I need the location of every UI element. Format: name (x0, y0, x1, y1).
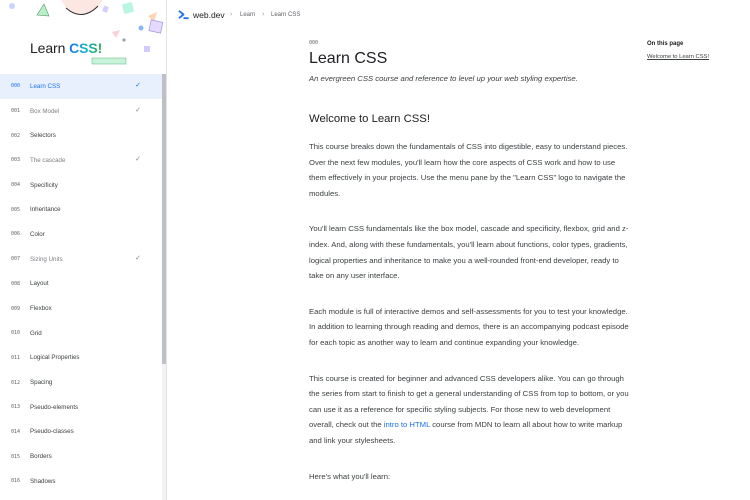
module-number: 012 (11, 379, 21, 386)
module-number: 009 (11, 305, 21, 312)
sidebar-scrollbar[interactable] (162, 74, 167, 500)
sidebar-item-pseudo-classes[interactable] (0, 420, 163, 445)
module-number: 002 (11, 132, 21, 139)
module-label: Pseudo-elements (30, 403, 79, 411)
module-label: Sizing Units (30, 255, 63, 263)
check-icon: ✓ (135, 106, 141, 114)
course-logo[interactable] (30, 40, 102, 56)
paragraph-text: This course is created for beginner and advanced CSS developers alike. You can go through the series from start to finish to get a general understanding of CSS from top to bottom, or you can use it as a reference for specific styling subjects. For those new to web development overall, check out the (309, 373, 629, 430)
sidebar-item-grid[interactable] (0, 321, 163, 346)
intro-to-html-link[interactable]: intro to HTML (383, 420, 431, 430)
paragraph: You'll learn CSS fundamentals like the box model, cascade and specificity, flexbox, grid and z-index. And, along with these fundamentals, you'll learn about functions, color types, gradients, logical properties and inheritance to make you a well-rounded front-end developer, ready to take on any user interface. (309, 224, 629, 281)
sidebar-hero (0, 0, 166, 72)
section-heading: Welcome to Learn CSS! (309, 113, 430, 125)
module-label: Logical Properties (30, 354, 80, 362)
sidebar-item-specificity[interactable] (0, 173, 163, 198)
paragraph (309, 371, 629, 449)
sidebar-scroll-thumb[interactable] (162, 74, 167, 364)
module-number: 014 (11, 428, 21, 435)
module-number: 013 (11, 404, 21, 411)
course-logo-accent: CSS! (69, 40, 103, 56)
article (309, 40, 629, 484)
breadcrumb-learn-css[interactable]: Learn CSS (271, 12, 301, 18)
sidebar-item-inheritance[interactable] (0, 197, 163, 222)
module-number: 003 (11, 157, 21, 164)
paragraph: Here's what you'll learn: (309, 471, 391, 481)
sidebar-item-layout[interactable] (0, 272, 163, 297)
sidebar-item-box-model[interactable] (0, 99, 163, 124)
sidebar-item-selectors[interactable] (0, 123, 163, 148)
breadcrumb-learn[interactable]: Learn (240, 12, 256, 18)
module-number: 000 (11, 83, 21, 90)
check-icon: ✓ (135, 254, 141, 262)
on-this-page (647, 41, 747, 60)
module-label: Box Model (30, 107, 60, 115)
sidebar (0, 0, 167, 500)
decorative-shapes-illustration (0, 0, 166, 72)
module-number: 001 (11, 108, 21, 115)
page-title: Learn CSS (309, 50, 388, 67)
toc-title: On this page (647, 41, 684, 47)
module-label: Learn CSS (30, 82, 61, 90)
module-number: 010 (11, 330, 21, 337)
check-icon: ✓ (135, 82, 141, 89)
module-number: 016 (11, 478, 21, 485)
module-label: The cascade (30, 156, 66, 164)
module-number: 008 (11, 280, 21, 287)
sidebar-item-logical-properties[interactable] (0, 346, 163, 371)
paragraph: Each module is full of interactive demos and self-assessments for you to test your knowledge. In addition to learning through reading and demos, there is an accompanying podcast episode for each topic as another way to learn and continue expanding your knowledge. (309, 306, 629, 347)
sidebar-item-borders[interactable] (0, 444, 163, 469)
paragraph: This course breaks down the fundamentals of CSS into digestible, easy to understand pieces. Over the next few modules, you'll learn how the core aspects of CSS work and how to use them effectively in your projects. Use the menu pane by the "Learn CSS" logo to navigate the modules. (309, 142, 628, 198)
module-label: Selectors (30, 132, 56, 140)
site-name: web.dev (193, 9, 225, 20)
sidebar-item-spacing[interactable] (0, 370, 163, 395)
module-label: Shadows (30, 477, 56, 485)
module-number: 004 (11, 182, 21, 189)
module-label: Flexbox (30, 305, 52, 313)
module-label: Grid (30, 329, 42, 337)
web-dev-logo-icon (178, 9, 189, 20)
module-number: 006 (11, 231, 21, 238)
sidebar-item-color[interactable] (0, 222, 163, 247)
module-label: Specificity (30, 181, 58, 189)
module-label: Color (30, 230, 45, 238)
module-number: 005 (11, 206, 21, 213)
module-number: 007 (11, 256, 21, 263)
sidebar-item-flexbox[interactable] (0, 296, 163, 321)
page-subtitle: An evergreen CSS course and reference to level up your web styling expertise. (309, 74, 578, 83)
site-logo-link[interactable] (178, 9, 225, 20)
top-bar (167, 0, 750, 30)
module-label: Borders (30, 453, 52, 461)
check-icon: ✓ (135, 156, 141, 164)
module-number: 011 (11, 354, 21, 361)
module-label: Inheritance (30, 206, 61, 214)
sidebar-item-sizing-units[interactable] (0, 247, 163, 272)
module-label: Layout (30, 280, 49, 288)
module-label: Spacing (30, 379, 53, 387)
module-label: Pseudo-classes (30, 428, 74, 436)
page-number: 000 (309, 40, 319, 46)
sidebar-item-the-cascade[interactable] (0, 148, 163, 173)
paragraph-text: course from MDN to learn all about how to write markup and link your stylesheets. (309, 420, 623, 445)
sidebar-item-shadows[interactable] (0, 469, 163, 494)
module-number: 015 (11, 453, 21, 460)
module-list (0, 74, 163, 494)
sidebar-item-learn-css[interactable] (0, 74, 163, 99)
course-logo-prefix: Learn (30, 40, 70, 56)
breadcrumb-separator: › (230, 11, 233, 18)
breadcrumb-separator: › (262, 11, 265, 18)
toc-link-welcome[interactable]: Welcome to Learn CSS! (647, 54, 710, 60)
sidebar-item-pseudo-elements[interactable] (0, 395, 163, 420)
